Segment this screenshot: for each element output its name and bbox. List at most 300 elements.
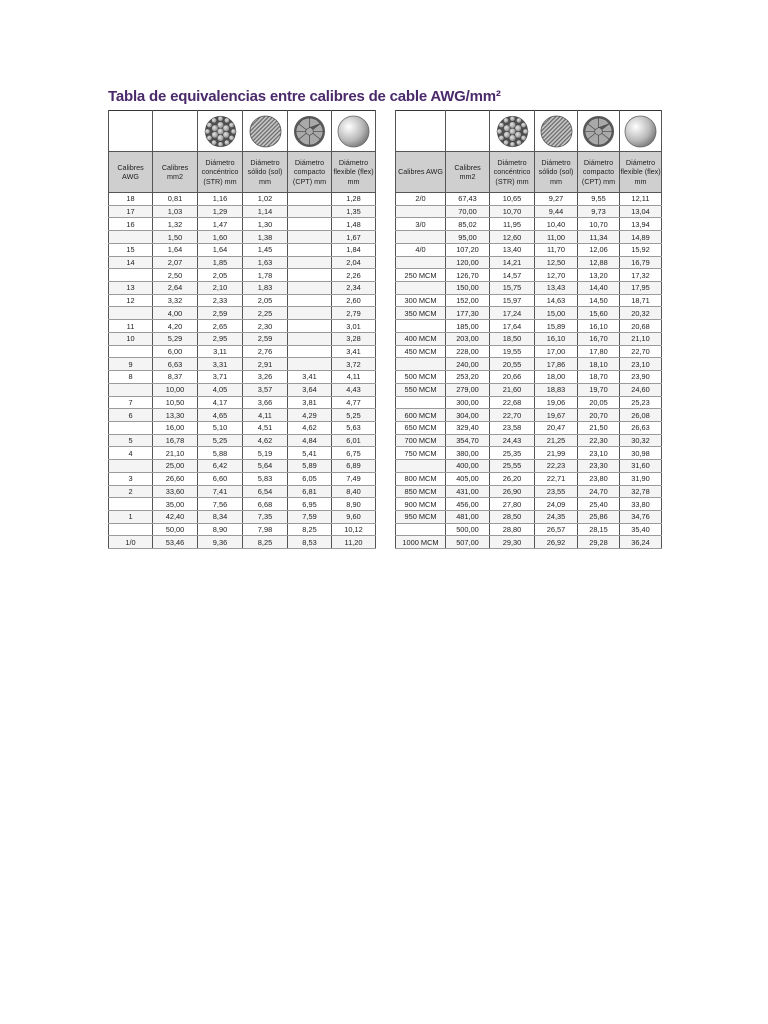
table-cell bbox=[396, 358, 446, 371]
table-cell: 6,05 bbox=[288, 472, 332, 485]
table-cell: 13 bbox=[109, 282, 153, 295]
table-cell: 14,57 bbox=[490, 269, 535, 282]
table-row bbox=[109, 421, 376, 434]
table-cell: 27,80 bbox=[490, 498, 535, 511]
table-cell: 28,15 bbox=[578, 523, 620, 536]
table-cell: 2,04 bbox=[332, 256, 376, 269]
table-cell: 4/0 bbox=[396, 243, 446, 256]
table-cell bbox=[109, 498, 153, 511]
table-row bbox=[109, 282, 376, 295]
table-cell: 6,01 bbox=[332, 434, 376, 447]
table-cell: 11,34 bbox=[578, 231, 620, 244]
column-header: Diámetro flexible (flex) mm bbox=[332, 152, 376, 193]
table-cell: 67,43 bbox=[446, 193, 490, 206]
icon-cell bbox=[288, 111, 332, 152]
table-cell: 31,60 bbox=[620, 460, 662, 473]
table-cell: 18,70 bbox=[578, 371, 620, 384]
icon-cell-empty bbox=[109, 111, 153, 152]
table-cell: 50,00 bbox=[153, 523, 198, 536]
table-cell: 279,00 bbox=[446, 383, 490, 396]
table-cell: 18,50 bbox=[490, 332, 535, 345]
table-cell: 18,10 bbox=[578, 358, 620, 371]
table-cell: 2,59 bbox=[198, 307, 243, 320]
icon-cell bbox=[620, 111, 662, 152]
table-row bbox=[396, 523, 662, 536]
table-cell: 5 bbox=[109, 434, 153, 447]
table-cell: 1,02 bbox=[243, 193, 288, 206]
icon-cell bbox=[578, 111, 620, 152]
table-cell: 6,81 bbox=[288, 485, 332, 498]
table-cell: 4,65 bbox=[198, 409, 243, 422]
table-row bbox=[396, 383, 662, 396]
table-cell: 20,05 bbox=[578, 396, 620, 409]
table-cell bbox=[288, 269, 332, 282]
page-title: Tabla de equivalencias entre calibres de cable AWG/mm² bbox=[108, 88, 501, 105]
compact-strand-icon bbox=[582, 115, 615, 148]
table-cell: 26,08 bbox=[620, 409, 662, 422]
table-cell: 24,70 bbox=[578, 485, 620, 498]
table-cell: 2,50 bbox=[153, 269, 198, 282]
table-cell bbox=[109, 460, 153, 473]
table-row bbox=[109, 523, 376, 536]
table-cell: 16,10 bbox=[535, 332, 578, 345]
table-cell: 8,34 bbox=[198, 510, 243, 523]
table-cell bbox=[109, 523, 153, 536]
table-cell: 17,32 bbox=[620, 269, 662, 282]
table-cell: 30,32 bbox=[620, 434, 662, 447]
icon-cell bbox=[243, 111, 288, 152]
table-cell: 6,60 bbox=[198, 472, 243, 485]
table-row bbox=[396, 510, 662, 523]
table-cell: 203,00 bbox=[446, 332, 490, 345]
table-row bbox=[396, 218, 662, 231]
table-row bbox=[109, 396, 376, 409]
table-cell: 15,00 bbox=[535, 307, 578, 320]
table-cell: 950 MCM bbox=[396, 510, 446, 523]
table-cell: 13,94 bbox=[620, 218, 662, 231]
table-cell: 17,86 bbox=[535, 358, 578, 371]
table-cell: 304,00 bbox=[446, 409, 490, 422]
icon-cell bbox=[490, 111, 535, 152]
table-cell bbox=[288, 332, 332, 345]
table-row bbox=[109, 383, 376, 396]
table-cell: 9 bbox=[109, 358, 153, 371]
table-cell: 23,30 bbox=[578, 460, 620, 473]
table-cell: 2,60 bbox=[332, 294, 376, 307]
table-cell: 23,10 bbox=[578, 447, 620, 460]
table-cell: 1,78 bbox=[243, 269, 288, 282]
table-cell: 32,78 bbox=[620, 485, 662, 498]
table-cell: 0,81 bbox=[153, 193, 198, 206]
table-cell: 15,97 bbox=[490, 294, 535, 307]
table-cell: 10,70 bbox=[578, 218, 620, 231]
table-cell: 17 bbox=[109, 205, 153, 218]
table-cell: 8,90 bbox=[198, 523, 243, 536]
table-cell: 15,89 bbox=[535, 320, 578, 333]
table-row bbox=[109, 460, 376, 473]
table-cell: 405,00 bbox=[446, 472, 490, 485]
table-cell: 20,47 bbox=[535, 421, 578, 434]
table-cell: 8,25 bbox=[243, 536, 288, 549]
table-cell: 11 bbox=[109, 320, 153, 333]
table-cell: 8,25 bbox=[288, 523, 332, 536]
table-cell: 21,50 bbox=[578, 421, 620, 434]
table-cell: 2,25 bbox=[243, 307, 288, 320]
table-cell: 23,10 bbox=[620, 358, 662, 371]
icon-cell-empty bbox=[153, 111, 198, 152]
table-cell: 4,43 bbox=[332, 383, 376, 396]
icon-cell-empty bbox=[396, 111, 446, 152]
table-cell: 400 MCM bbox=[396, 332, 446, 345]
table-cell: 13,40 bbox=[490, 243, 535, 256]
table-cell: 9,60 bbox=[332, 510, 376, 523]
table-cell: 1,32 bbox=[153, 218, 198, 231]
table-row bbox=[109, 345, 376, 358]
table-cell: 4,17 bbox=[198, 396, 243, 409]
table-cell: 6,68 bbox=[243, 498, 288, 511]
table-row bbox=[109, 243, 376, 256]
table-cell: 380,00 bbox=[446, 447, 490, 460]
table-cell: 70,00 bbox=[446, 205, 490, 218]
table-cell: 4,62 bbox=[288, 421, 332, 434]
table-cell: 8,37 bbox=[153, 371, 198, 384]
table-cell: 4,62 bbox=[243, 434, 288, 447]
table-cell: 107,20 bbox=[446, 243, 490, 256]
column-header: Calibres AWG bbox=[109, 152, 153, 193]
table-cell: 10,40 bbox=[535, 218, 578, 231]
table-cell: 9,44 bbox=[535, 205, 578, 218]
table-cell: 25,00 bbox=[153, 460, 198, 473]
table-cell: 22,70 bbox=[490, 409, 535, 422]
column-header: Diámetro flexible (flex) mm bbox=[620, 152, 662, 193]
table-row bbox=[396, 345, 662, 358]
table-cell: 25,55 bbox=[490, 460, 535, 473]
table-cell: 19,06 bbox=[535, 396, 578, 409]
table-cell: 10,70 bbox=[490, 205, 535, 218]
table-cell: 6,00 bbox=[153, 345, 198, 358]
table-row bbox=[396, 282, 662, 295]
table-cell: 5,10 bbox=[198, 421, 243, 434]
table-cell: 28,80 bbox=[490, 523, 535, 536]
table-cell: 5,89 bbox=[288, 460, 332, 473]
table-row bbox=[396, 536, 662, 549]
table-cell: 15 bbox=[109, 243, 153, 256]
table-cell bbox=[109, 307, 153, 320]
table-cell: 3,41 bbox=[332, 345, 376, 358]
table-cell bbox=[288, 345, 332, 358]
table-cell: 18,71 bbox=[620, 294, 662, 307]
table-cell: 240,00 bbox=[446, 358, 490, 371]
table-cell bbox=[288, 282, 332, 295]
table-cell: 3,72 bbox=[332, 358, 376, 371]
table-cell: 507,00 bbox=[446, 536, 490, 549]
table-cell: 1,83 bbox=[243, 282, 288, 295]
table-row bbox=[396, 307, 662, 320]
table-row bbox=[109, 205, 376, 218]
table-cell bbox=[396, 320, 446, 333]
table-cell bbox=[288, 231, 332, 244]
table-cell: 19,67 bbox=[535, 409, 578, 422]
table-cell: 21,10 bbox=[153, 447, 198, 460]
table-cell: 5,25 bbox=[332, 409, 376, 422]
table-cell: 34,76 bbox=[620, 510, 662, 523]
table-cell: 28,50 bbox=[490, 510, 535, 523]
table-cell: 10 bbox=[109, 332, 153, 345]
icon-cell bbox=[535, 111, 578, 152]
table-row bbox=[396, 256, 662, 269]
table-cell: 177,30 bbox=[446, 307, 490, 320]
concentric-strand-icon bbox=[204, 115, 237, 148]
table-cell bbox=[396, 523, 446, 536]
table-cell: 2/0 bbox=[396, 193, 446, 206]
table-cell: 16,78 bbox=[153, 434, 198, 447]
icon-cell bbox=[198, 111, 243, 152]
table-cell: 13,20 bbox=[578, 269, 620, 282]
table-cell: 30,98 bbox=[620, 447, 662, 460]
table-cell: 11,20 bbox=[332, 536, 376, 549]
column-header: Diámetro sólido (sol) mm bbox=[243, 152, 288, 193]
table-cell: 23,80 bbox=[578, 472, 620, 485]
concentric-strand-icon bbox=[496, 115, 529, 148]
table-cell: 19,70 bbox=[578, 383, 620, 396]
table-cell: 11,70 bbox=[535, 243, 578, 256]
table-cell: 3,26 bbox=[243, 371, 288, 384]
table-cell: 9,55 bbox=[578, 193, 620, 206]
table-cell: 450 MCM bbox=[396, 345, 446, 358]
table-cell: 29,30 bbox=[490, 536, 535, 549]
table-cell: 354,70 bbox=[446, 434, 490, 447]
table-row bbox=[396, 485, 662, 498]
table-cell: 31,90 bbox=[620, 472, 662, 485]
table-row bbox=[109, 510, 376, 523]
table-row bbox=[109, 294, 376, 307]
table-cell bbox=[109, 345, 153, 358]
table-cell: 1,16 bbox=[198, 193, 243, 206]
table-cell: 12,88 bbox=[578, 256, 620, 269]
table-cell: 228,00 bbox=[446, 345, 490, 358]
table-cell: 600 MCM bbox=[396, 409, 446, 422]
table-cell: 650 MCM bbox=[396, 421, 446, 434]
table-cell: 1,67 bbox=[332, 231, 376, 244]
table-cell: 20,68 bbox=[620, 320, 662, 333]
table-cell: 21,25 bbox=[535, 434, 578, 447]
table-cell: 500 MCM bbox=[396, 371, 446, 384]
table-cell: 24,60 bbox=[620, 383, 662, 396]
table-cell: 3,64 bbox=[288, 383, 332, 396]
table-row bbox=[109, 409, 376, 422]
table-cell: 431,00 bbox=[446, 485, 490, 498]
table-row bbox=[396, 269, 662, 282]
table-cell bbox=[396, 256, 446, 269]
table-cell bbox=[109, 269, 153, 282]
table-cell: 2,34 bbox=[332, 282, 376, 295]
table-cell: 14,40 bbox=[578, 282, 620, 295]
table-cell: 3,11 bbox=[198, 345, 243, 358]
compact-strand-icon bbox=[293, 115, 326, 148]
table-cell: 21,60 bbox=[490, 383, 535, 396]
table-cell: 7,49 bbox=[332, 472, 376, 485]
table-cell: 300,00 bbox=[446, 396, 490, 409]
table-cell: 250 MCM bbox=[396, 269, 446, 282]
table-cell: 14 bbox=[109, 256, 153, 269]
table-cell: 5,88 bbox=[198, 447, 243, 460]
table-row bbox=[109, 498, 376, 511]
table-cell: 22,71 bbox=[535, 472, 578, 485]
table-cell: 2,30 bbox=[243, 320, 288, 333]
table-cell: 1/0 bbox=[109, 536, 153, 549]
solid-conductor-icon bbox=[249, 115, 282, 148]
table-cell bbox=[109, 231, 153, 244]
table-cell: 8,40 bbox=[332, 485, 376, 498]
table-cell: 1,28 bbox=[332, 193, 376, 206]
table-cell: 4,77 bbox=[332, 396, 376, 409]
table-cell: 8,90 bbox=[332, 498, 376, 511]
table-cell: 24,43 bbox=[490, 434, 535, 447]
awg-table-right bbox=[395, 110, 662, 549]
table-cell: 3,71 bbox=[198, 371, 243, 384]
table-cell: 2,76 bbox=[243, 345, 288, 358]
table-cell: 5,83 bbox=[243, 472, 288, 485]
table-cell: 6,54 bbox=[243, 485, 288, 498]
table-cell: 7,98 bbox=[243, 523, 288, 536]
table-cell: 17,80 bbox=[578, 345, 620, 358]
table-cell: 29,28 bbox=[578, 536, 620, 549]
table-row bbox=[109, 320, 376, 333]
table-cell: 14,50 bbox=[578, 294, 620, 307]
table-cell: 14,63 bbox=[535, 294, 578, 307]
table-cell: 20,55 bbox=[490, 358, 535, 371]
table-cell: 1,64 bbox=[198, 243, 243, 256]
table-cell: 2,64 bbox=[153, 282, 198, 295]
table-row bbox=[396, 434, 662, 447]
table-cell bbox=[288, 320, 332, 333]
table-cell bbox=[396, 282, 446, 295]
table-cell: 2,79 bbox=[332, 307, 376, 320]
table-cell bbox=[288, 307, 332, 320]
table-cell bbox=[288, 358, 332, 371]
table-cell: 12,06 bbox=[578, 243, 620, 256]
table-cell: 400,00 bbox=[446, 460, 490, 473]
table-cell: 9,27 bbox=[535, 193, 578, 206]
table-cell: 1,60 bbox=[198, 231, 243, 244]
table-cell bbox=[288, 205, 332, 218]
table-cell: 16,00 bbox=[153, 421, 198, 434]
table-cell: 20,32 bbox=[620, 307, 662, 320]
table-cell: 11,00 bbox=[535, 231, 578, 244]
table-cell: 300 MCM bbox=[396, 294, 446, 307]
table-cell: 2,07 bbox=[153, 256, 198, 269]
table-cell: 120,00 bbox=[446, 256, 490, 269]
table-cell: 14,21 bbox=[490, 256, 535, 269]
table-cell: 24,35 bbox=[535, 510, 578, 523]
table-cell: 1,14 bbox=[243, 205, 288, 218]
table-cell: 1,48 bbox=[332, 218, 376, 231]
table-cell: 25,35 bbox=[490, 447, 535, 460]
table-cell: 185,00 bbox=[446, 320, 490, 333]
table-cell: 2 bbox=[109, 485, 153, 498]
table-cell: 26,20 bbox=[490, 472, 535, 485]
table-cell: 550 MCM bbox=[396, 383, 446, 396]
table-cell: 26,92 bbox=[535, 536, 578, 549]
awg-table-left bbox=[108, 110, 376, 549]
table-cell: 15,60 bbox=[578, 307, 620, 320]
table-cell: 2,05 bbox=[243, 294, 288, 307]
table-cell: 456,00 bbox=[446, 498, 490, 511]
table-row bbox=[396, 371, 662, 384]
table-cell: 23,90 bbox=[620, 371, 662, 384]
icon-row bbox=[396, 111, 662, 152]
column-header: Diámetro sólido (sol) mm bbox=[535, 152, 578, 193]
table-cell: 95,00 bbox=[446, 231, 490, 244]
table-row bbox=[109, 332, 376, 345]
table-cell: 26,63 bbox=[620, 421, 662, 434]
table-row bbox=[109, 307, 376, 320]
table-cell: 5,41 bbox=[288, 447, 332, 460]
table-cell bbox=[396, 460, 446, 473]
column-header: Diámetro concéntrico (STR) mm bbox=[198, 152, 243, 193]
table-cell: 23,55 bbox=[535, 485, 578, 498]
table-cell: 26,60 bbox=[153, 472, 198, 485]
table-cell: 7,56 bbox=[198, 498, 243, 511]
table-cell: 4 bbox=[109, 447, 153, 460]
table-cell: 10,50 bbox=[153, 396, 198, 409]
table-cell: 2,59 bbox=[243, 332, 288, 345]
table-cell: 1,47 bbox=[198, 218, 243, 231]
table-cell: 126,70 bbox=[446, 269, 490, 282]
table-cell: 7 bbox=[109, 396, 153, 409]
table-cell bbox=[288, 218, 332, 231]
table-cell bbox=[109, 383, 153, 396]
column-header: Calibres mm2 bbox=[153, 152, 198, 193]
table-cell bbox=[109, 421, 153, 434]
table-cell: 7,41 bbox=[198, 485, 243, 498]
table-body bbox=[109, 193, 376, 549]
table-cell: 1,50 bbox=[153, 231, 198, 244]
table-cell: 4,84 bbox=[288, 434, 332, 447]
table-row bbox=[109, 434, 376, 447]
table-cell: 5,25 bbox=[198, 434, 243, 447]
table-cell: 25,86 bbox=[578, 510, 620, 523]
table-cell: 24,09 bbox=[535, 498, 578, 511]
table-cell bbox=[288, 256, 332, 269]
table-cell: 5,19 bbox=[243, 447, 288, 460]
table-cell: 5,29 bbox=[153, 332, 198, 345]
table-cell: 33,60 bbox=[153, 485, 198, 498]
icon-cell bbox=[332, 111, 376, 152]
table-cell: 17,64 bbox=[490, 320, 535, 333]
table-cell: 481,00 bbox=[446, 510, 490, 523]
table-cell: 22,30 bbox=[578, 434, 620, 447]
table-row bbox=[396, 472, 662, 485]
table-cell: 1,63 bbox=[243, 256, 288, 269]
table-row bbox=[396, 409, 662, 422]
table-cell: 20,66 bbox=[490, 371, 535, 384]
table-cell: 25,23 bbox=[620, 396, 662, 409]
table-cell: 21,10 bbox=[620, 332, 662, 345]
table-cell: 3,32 bbox=[153, 294, 198, 307]
table-row bbox=[396, 332, 662, 345]
table-cell: 26,90 bbox=[490, 485, 535, 498]
table-cell: 1,84 bbox=[332, 243, 376, 256]
table-cell: 329,40 bbox=[446, 421, 490, 434]
table-cell: 4,00 bbox=[153, 307, 198, 320]
table-cell: 5,63 bbox=[332, 421, 376, 434]
table-cell: 7,59 bbox=[288, 510, 332, 523]
table-cell: 22,68 bbox=[490, 396, 535, 409]
table-cell: 8,53 bbox=[288, 536, 332, 549]
table-cell: 26,57 bbox=[535, 523, 578, 536]
table-row bbox=[396, 231, 662, 244]
